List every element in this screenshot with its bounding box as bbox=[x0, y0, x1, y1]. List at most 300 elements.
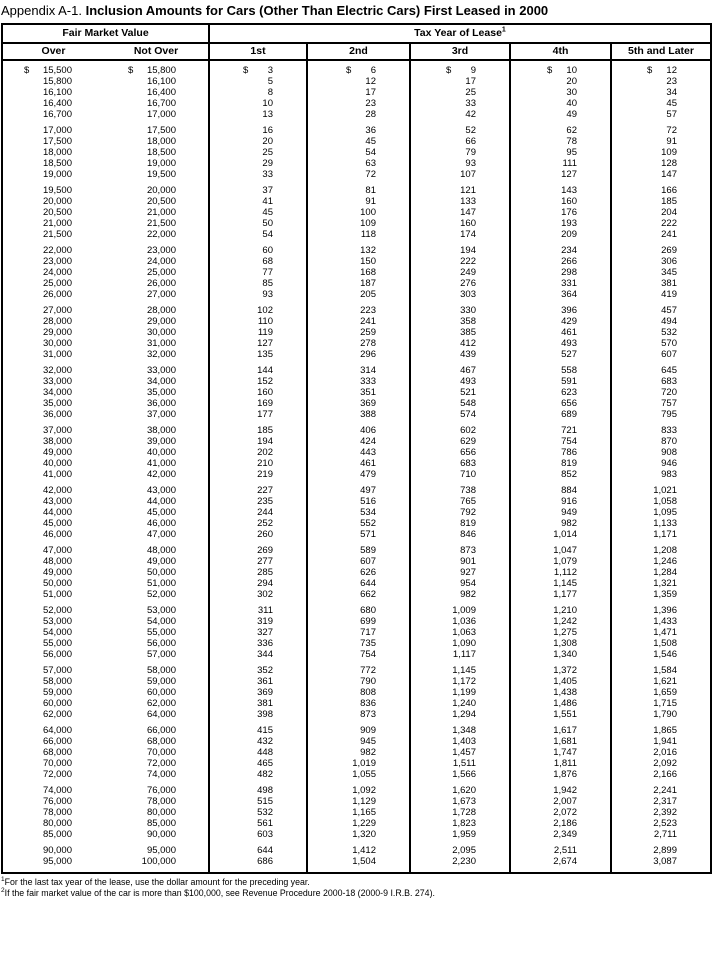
table-cell bbox=[104, 327, 208, 338]
table-cell bbox=[411, 229, 509, 240]
cell-value: 23,000 bbox=[42, 256, 72, 267]
table-cell bbox=[3, 98, 104, 109]
table-cell bbox=[308, 496, 409, 507]
cell-value: 1,511 bbox=[452, 758, 476, 769]
cell-value: 127 bbox=[561, 169, 577, 180]
table-cell bbox=[210, 747, 306, 758]
table-cell bbox=[210, 698, 306, 709]
cell-value: 70,000 bbox=[42, 758, 72, 769]
cell-value: 1,019 bbox=[352, 758, 376, 769]
cell-value: 48,000 bbox=[42, 556, 72, 567]
column-header-5th-and-later: 5th and Later bbox=[610, 44, 710, 59]
table-cell bbox=[308, 709, 409, 720]
cell-value: 29,000 bbox=[42, 327, 72, 338]
cell-value: 1,508 bbox=[653, 638, 677, 649]
cell-value: 1,728 bbox=[452, 807, 476, 818]
cell-value: 52 bbox=[465, 125, 476, 136]
cell-value: 219 bbox=[257, 469, 273, 480]
table-cell bbox=[104, 845, 208, 856]
cell-value: 311 bbox=[257, 605, 273, 616]
row-group bbox=[612, 365, 710, 420]
table-cell bbox=[511, 796, 610, 807]
cell-value: 602 bbox=[460, 425, 476, 436]
cell-value: 62,000 bbox=[146, 698, 176, 709]
table-cell bbox=[511, 376, 610, 387]
cell-value: 40 bbox=[566, 98, 577, 109]
table-cell bbox=[511, 676, 610, 687]
table-cell bbox=[411, 687, 509, 698]
cell-value: 60 bbox=[262, 245, 273, 256]
cell-value: 28,000 bbox=[146, 305, 176, 316]
table-cell bbox=[511, 109, 610, 120]
table-cell bbox=[612, 125, 710, 136]
cell-value: 2,230 bbox=[452, 856, 476, 867]
table-cell bbox=[612, 627, 710, 638]
table-cell bbox=[308, 796, 409, 807]
cell-value: 32,000 bbox=[42, 365, 72, 376]
cell-value: 266 bbox=[561, 256, 577, 267]
table-cell bbox=[210, 87, 306, 98]
cell-value: 1,823 bbox=[452, 818, 476, 829]
table-cell bbox=[511, 769, 610, 780]
cell-value: 169 bbox=[257, 398, 273, 409]
row-group bbox=[511, 185, 610, 240]
table-cell bbox=[3, 305, 104, 316]
cell-value: 35,000 bbox=[42, 398, 72, 409]
cell-value: 235 bbox=[257, 496, 273, 507]
cell-value: 78,000 bbox=[146, 796, 176, 807]
table-cell bbox=[308, 245, 409, 256]
table-cell bbox=[308, 578, 409, 589]
table-cell bbox=[612, 98, 710, 109]
table-cell bbox=[411, 207, 509, 218]
row-group bbox=[104, 65, 208, 120]
cell-value: 34 bbox=[666, 87, 677, 98]
table-cell bbox=[308, 545, 409, 556]
table-cell bbox=[612, 518, 710, 529]
table-cell bbox=[3, 125, 104, 136]
cell-value: 21,000 bbox=[146, 207, 176, 218]
table-cell bbox=[104, 425, 208, 436]
table-cell bbox=[104, 829, 208, 840]
cell-value: 23 bbox=[365, 98, 376, 109]
table-cell bbox=[411, 87, 509, 98]
cell-value: 1,036 bbox=[452, 616, 476, 627]
table-cell bbox=[511, 65, 610, 76]
cell-value: 644 bbox=[257, 845, 273, 856]
table-cell bbox=[411, 278, 509, 289]
table-cell bbox=[210, 376, 306, 387]
table-cell bbox=[308, 818, 409, 829]
title-main: Inclusion Amounts for Cars (Other Than Electric Cars) First Leased in 2000 bbox=[85, 3, 549, 18]
cell-value: 63 bbox=[365, 158, 376, 169]
table-cell bbox=[411, 578, 509, 589]
table-cell bbox=[210, 218, 306, 229]
cell-value: 303 bbox=[460, 289, 476, 300]
cell-value: 21,000 bbox=[42, 218, 72, 229]
table-cell bbox=[511, 458, 610, 469]
cell-value: 1,058 bbox=[653, 496, 677, 507]
table-cell bbox=[411, 136, 509, 147]
table-cell bbox=[308, 529, 409, 540]
cell-value: 757 bbox=[661, 398, 677, 409]
cell-value: 629 bbox=[460, 436, 476, 447]
cell-value: 10 bbox=[262, 98, 273, 109]
cell-value: 15,800 bbox=[146, 65, 176, 76]
table-cell bbox=[411, 709, 509, 720]
table-cell bbox=[3, 376, 104, 387]
cell-value: 1,941 bbox=[653, 736, 677, 747]
cell-value: 364 bbox=[561, 289, 577, 300]
table-cell bbox=[104, 98, 208, 109]
footnote-ref-1: 1 bbox=[501, 26, 506, 34]
cell-value: 833 bbox=[661, 425, 677, 436]
table-cell bbox=[210, 529, 306, 540]
cell-value: 1,009 bbox=[452, 605, 476, 616]
table-cell bbox=[3, 458, 104, 469]
cell-value: 49 bbox=[566, 109, 577, 120]
cell-value: 9 bbox=[470, 65, 476, 76]
table-cell bbox=[511, 627, 610, 638]
cell-value: 72,000 bbox=[146, 758, 176, 769]
cell-value: 45 bbox=[666, 98, 677, 109]
cell-value: 336 bbox=[257, 638, 273, 649]
cell-value: 72 bbox=[666, 125, 677, 136]
cell-value: 17,000 bbox=[42, 125, 72, 136]
cell-value: 3,087 bbox=[653, 856, 677, 867]
row-group bbox=[411, 425, 509, 480]
cell-value: 294 bbox=[257, 578, 273, 589]
cell-value: 90,000 bbox=[42, 845, 72, 856]
table-cell bbox=[612, 638, 710, 649]
row-group bbox=[104, 845, 208, 867]
cell-value: 415 bbox=[257, 725, 273, 736]
cell-value: 25 bbox=[465, 87, 476, 98]
table-cell bbox=[3, 736, 104, 747]
table-cell bbox=[411, 518, 509, 529]
table-cell bbox=[411, 785, 509, 796]
cell-value: 40,000 bbox=[146, 447, 176, 458]
table-cell bbox=[3, 436, 104, 447]
table-cell bbox=[210, 507, 306, 518]
cell-value: 1,145 bbox=[452, 665, 476, 676]
cell-value: 93 bbox=[465, 158, 476, 169]
row-group bbox=[308, 65, 409, 120]
cell-value: 298 bbox=[561, 267, 577, 278]
cell-value: 1,551 bbox=[553, 709, 577, 720]
table-cell bbox=[104, 245, 208, 256]
row-group bbox=[612, 665, 710, 720]
cell-value: 946 bbox=[661, 458, 677, 469]
cell-value: 38,000 bbox=[42, 436, 72, 447]
table-cell bbox=[411, 327, 509, 338]
table-cell bbox=[612, 616, 710, 627]
cell-value: 121 bbox=[460, 185, 476, 196]
table-cell bbox=[210, 147, 306, 158]
table-cell bbox=[511, 349, 610, 360]
row-group bbox=[3, 305, 104, 360]
row-group bbox=[612, 245, 710, 300]
cell-value: 12 bbox=[666, 65, 677, 76]
cell-value: 147 bbox=[460, 207, 476, 218]
cell-value: 25,000 bbox=[146, 267, 176, 278]
cell-value: 26,000 bbox=[42, 289, 72, 300]
cell-value: 51,000 bbox=[42, 589, 72, 600]
row-group bbox=[511, 365, 610, 420]
dollar-sign: $ bbox=[243, 65, 249, 76]
table-cell bbox=[210, 338, 306, 349]
table-cell bbox=[308, 747, 409, 758]
table-cell bbox=[3, 845, 104, 856]
table-cell bbox=[411, 425, 509, 436]
table-cell bbox=[612, 698, 710, 709]
row-group bbox=[308, 725, 409, 780]
cell-value: 1,617 bbox=[553, 725, 577, 736]
cell-value: 497 bbox=[360, 485, 376, 496]
cell-value: 66 bbox=[465, 136, 476, 147]
table-cell bbox=[3, 289, 104, 300]
cell-value: 160 bbox=[561, 196, 577, 207]
table-cell bbox=[104, 458, 208, 469]
header-fmv-label: Fair Market Value bbox=[62, 27, 149, 39]
table-cell bbox=[3, 65, 104, 76]
table-cell bbox=[411, 158, 509, 169]
table-cell bbox=[104, 469, 208, 480]
table-cell bbox=[308, 829, 409, 840]
table-cell bbox=[3, 229, 104, 240]
table-cell bbox=[612, 496, 710, 507]
table-cell bbox=[210, 207, 306, 218]
table-cell bbox=[411, 196, 509, 207]
table-cell bbox=[210, 709, 306, 720]
cell-value: 12 bbox=[365, 76, 376, 87]
table-cell bbox=[210, 676, 306, 687]
table-cell bbox=[104, 136, 208, 147]
cell-value: 570 bbox=[661, 338, 677, 349]
table-cell bbox=[511, 447, 610, 458]
cell-value: 20 bbox=[262, 136, 273, 147]
table-cell bbox=[104, 589, 208, 600]
table-cell bbox=[411, 807, 509, 818]
footnote-1-text: For the last tax year of the lease, use the dollar amount for the preceding year. bbox=[4, 877, 310, 887]
table-header-column-row bbox=[3, 44, 710, 61]
table-cell bbox=[104, 556, 208, 567]
cell-value: 532 bbox=[257, 807, 273, 818]
table-cell bbox=[411, 245, 509, 256]
cell-value: 276 bbox=[460, 278, 476, 289]
table-cell bbox=[3, 605, 104, 616]
row-group bbox=[3, 65, 104, 120]
cell-value: 64,000 bbox=[42, 725, 72, 736]
row-group bbox=[511, 545, 610, 600]
cell-value: 160 bbox=[460, 218, 476, 229]
cell-value: 333 bbox=[360, 376, 376, 387]
cell-value: 683 bbox=[661, 376, 677, 387]
table-cell bbox=[308, 316, 409, 327]
cell-value: 20,000 bbox=[42, 196, 72, 207]
table-cell bbox=[104, 747, 208, 758]
table-cell bbox=[308, 136, 409, 147]
cell-value: 50,000 bbox=[42, 578, 72, 589]
table-cell bbox=[210, 289, 306, 300]
table-cell bbox=[210, 109, 306, 120]
table-cell bbox=[104, 796, 208, 807]
header-fair-market-value bbox=[3, 25, 208, 42]
cell-value: 352 bbox=[257, 665, 273, 676]
row-group bbox=[308, 245, 409, 300]
cell-value: 43,000 bbox=[146, 485, 176, 496]
table-cell bbox=[3, 785, 104, 796]
cell-value: 493 bbox=[460, 376, 476, 387]
table-cell bbox=[411, 387, 509, 398]
row-group bbox=[210, 845, 306, 867]
table-cell bbox=[308, 327, 409, 338]
cell-value: 77 bbox=[262, 267, 273, 278]
table-cell bbox=[104, 147, 208, 158]
cell-value: 1,229 bbox=[352, 818, 376, 829]
table-cell bbox=[210, 605, 306, 616]
row-group bbox=[210, 545, 306, 600]
table-cell bbox=[210, 818, 306, 829]
table-cell bbox=[511, 485, 610, 496]
table-cell bbox=[104, 409, 208, 420]
footnote-2-ref: 2 bbox=[1, 887, 5, 895]
table-cell bbox=[511, 267, 610, 278]
data-column-3rd bbox=[409, 61, 509, 872]
table-cell bbox=[3, 267, 104, 278]
table-cell bbox=[411, 349, 509, 360]
cell-value: 493 bbox=[561, 338, 577, 349]
cell-value: 68,000 bbox=[146, 736, 176, 747]
cell-value: 109 bbox=[360, 218, 376, 229]
row-group bbox=[511, 125, 610, 180]
table-cell bbox=[210, 649, 306, 660]
row-group bbox=[411, 725, 509, 780]
table-cell bbox=[612, 305, 710, 316]
cell-value: 95,000 bbox=[146, 845, 176, 856]
table-cell bbox=[411, 529, 509, 540]
table-cell bbox=[104, 616, 208, 627]
cell-value: 369 bbox=[257, 687, 273, 698]
table-cell bbox=[3, 158, 104, 169]
table-cell bbox=[612, 278, 710, 289]
cell-value: 176 bbox=[561, 207, 577, 218]
cell-value: 836 bbox=[360, 698, 376, 709]
table-cell bbox=[511, 98, 610, 109]
footnote-1-ref: 1 bbox=[1, 876, 5, 884]
table-cell bbox=[210, 589, 306, 600]
cell-value: 1,047 bbox=[553, 545, 577, 556]
cell-value: 662 bbox=[360, 589, 376, 600]
cell-value: 33,000 bbox=[146, 365, 176, 376]
table-cell bbox=[308, 567, 409, 578]
table-cell bbox=[308, 485, 409, 496]
row-group bbox=[104, 605, 208, 660]
cell-value: 1,405 bbox=[553, 676, 577, 687]
row-group bbox=[612, 605, 710, 660]
cell-value: 2,349 bbox=[553, 829, 577, 840]
cell-value: 327 bbox=[257, 627, 273, 638]
cell-value: 95 bbox=[566, 147, 577, 158]
cell-value: 558 bbox=[561, 365, 577, 376]
table-cell bbox=[612, 338, 710, 349]
table-cell bbox=[511, 518, 610, 529]
cell-value: 252 bbox=[257, 518, 273, 529]
cell-value: 24,000 bbox=[42, 267, 72, 278]
table-cell bbox=[3, 327, 104, 338]
table-cell bbox=[308, 158, 409, 169]
row-group bbox=[210, 665, 306, 720]
cell-value: 194 bbox=[257, 436, 273, 447]
cell-value: 15,500 bbox=[42, 65, 72, 76]
cell-value: 259 bbox=[360, 327, 376, 338]
cell-value: 21,500 bbox=[42, 229, 72, 240]
cell-value: 873 bbox=[460, 545, 476, 556]
cell-value: 50 bbox=[262, 218, 273, 229]
cell-value: 277 bbox=[257, 556, 273, 567]
table-cell bbox=[104, 485, 208, 496]
table-cell bbox=[308, 676, 409, 687]
table-cell bbox=[511, 218, 610, 229]
cell-value: 24,000 bbox=[146, 256, 176, 267]
cell-value: 74,000 bbox=[146, 769, 176, 780]
cell-value: 1,566 bbox=[452, 769, 476, 780]
table-cell bbox=[411, 98, 509, 109]
row-group bbox=[612, 785, 710, 840]
table-cell bbox=[612, 409, 710, 420]
cell-value: 381 bbox=[257, 698, 273, 709]
dollar-sign: $ bbox=[24, 65, 30, 76]
table-cell bbox=[612, 158, 710, 169]
table-cell bbox=[612, 807, 710, 818]
table-cell bbox=[104, 207, 208, 218]
table-cell bbox=[308, 518, 409, 529]
table-cell bbox=[411, 545, 509, 556]
table-cell bbox=[3, 387, 104, 398]
table-cell bbox=[308, 785, 409, 796]
table-cell bbox=[511, 327, 610, 338]
cell-value: 1,171 bbox=[653, 529, 677, 540]
table-cell bbox=[3, 578, 104, 589]
table-cell bbox=[210, 398, 306, 409]
cell-value: 30 bbox=[566, 87, 577, 98]
cell-value: 58,000 bbox=[146, 665, 176, 676]
table-cell bbox=[411, 316, 509, 327]
table-cell bbox=[308, 185, 409, 196]
table-cell bbox=[511, 687, 610, 698]
cell-value: 66,000 bbox=[42, 736, 72, 747]
cell-value: 2,511 bbox=[553, 845, 577, 856]
table-cell bbox=[411, 125, 509, 136]
table-cell bbox=[3, 665, 104, 676]
table-cell bbox=[411, 796, 509, 807]
table-cell bbox=[210, 829, 306, 840]
cell-value: 1,348 bbox=[452, 725, 476, 736]
cell-value: 296 bbox=[360, 349, 376, 360]
cell-value: 204 bbox=[661, 207, 677, 218]
cell-value: 54 bbox=[262, 229, 273, 240]
cell-value: 2,523 bbox=[653, 818, 677, 829]
table-cell bbox=[411, 65, 509, 76]
cell-value: 36,000 bbox=[146, 398, 176, 409]
cell-value: 516 bbox=[360, 496, 376, 507]
cell-value: 1,811 bbox=[553, 758, 577, 769]
cell-value: 2,016 bbox=[653, 747, 677, 758]
cell-value: 21,500 bbox=[146, 218, 176, 229]
cell-value: 1,457 bbox=[452, 747, 476, 758]
cell-value: 278 bbox=[360, 338, 376, 349]
cell-value: 1,372 bbox=[553, 665, 577, 676]
